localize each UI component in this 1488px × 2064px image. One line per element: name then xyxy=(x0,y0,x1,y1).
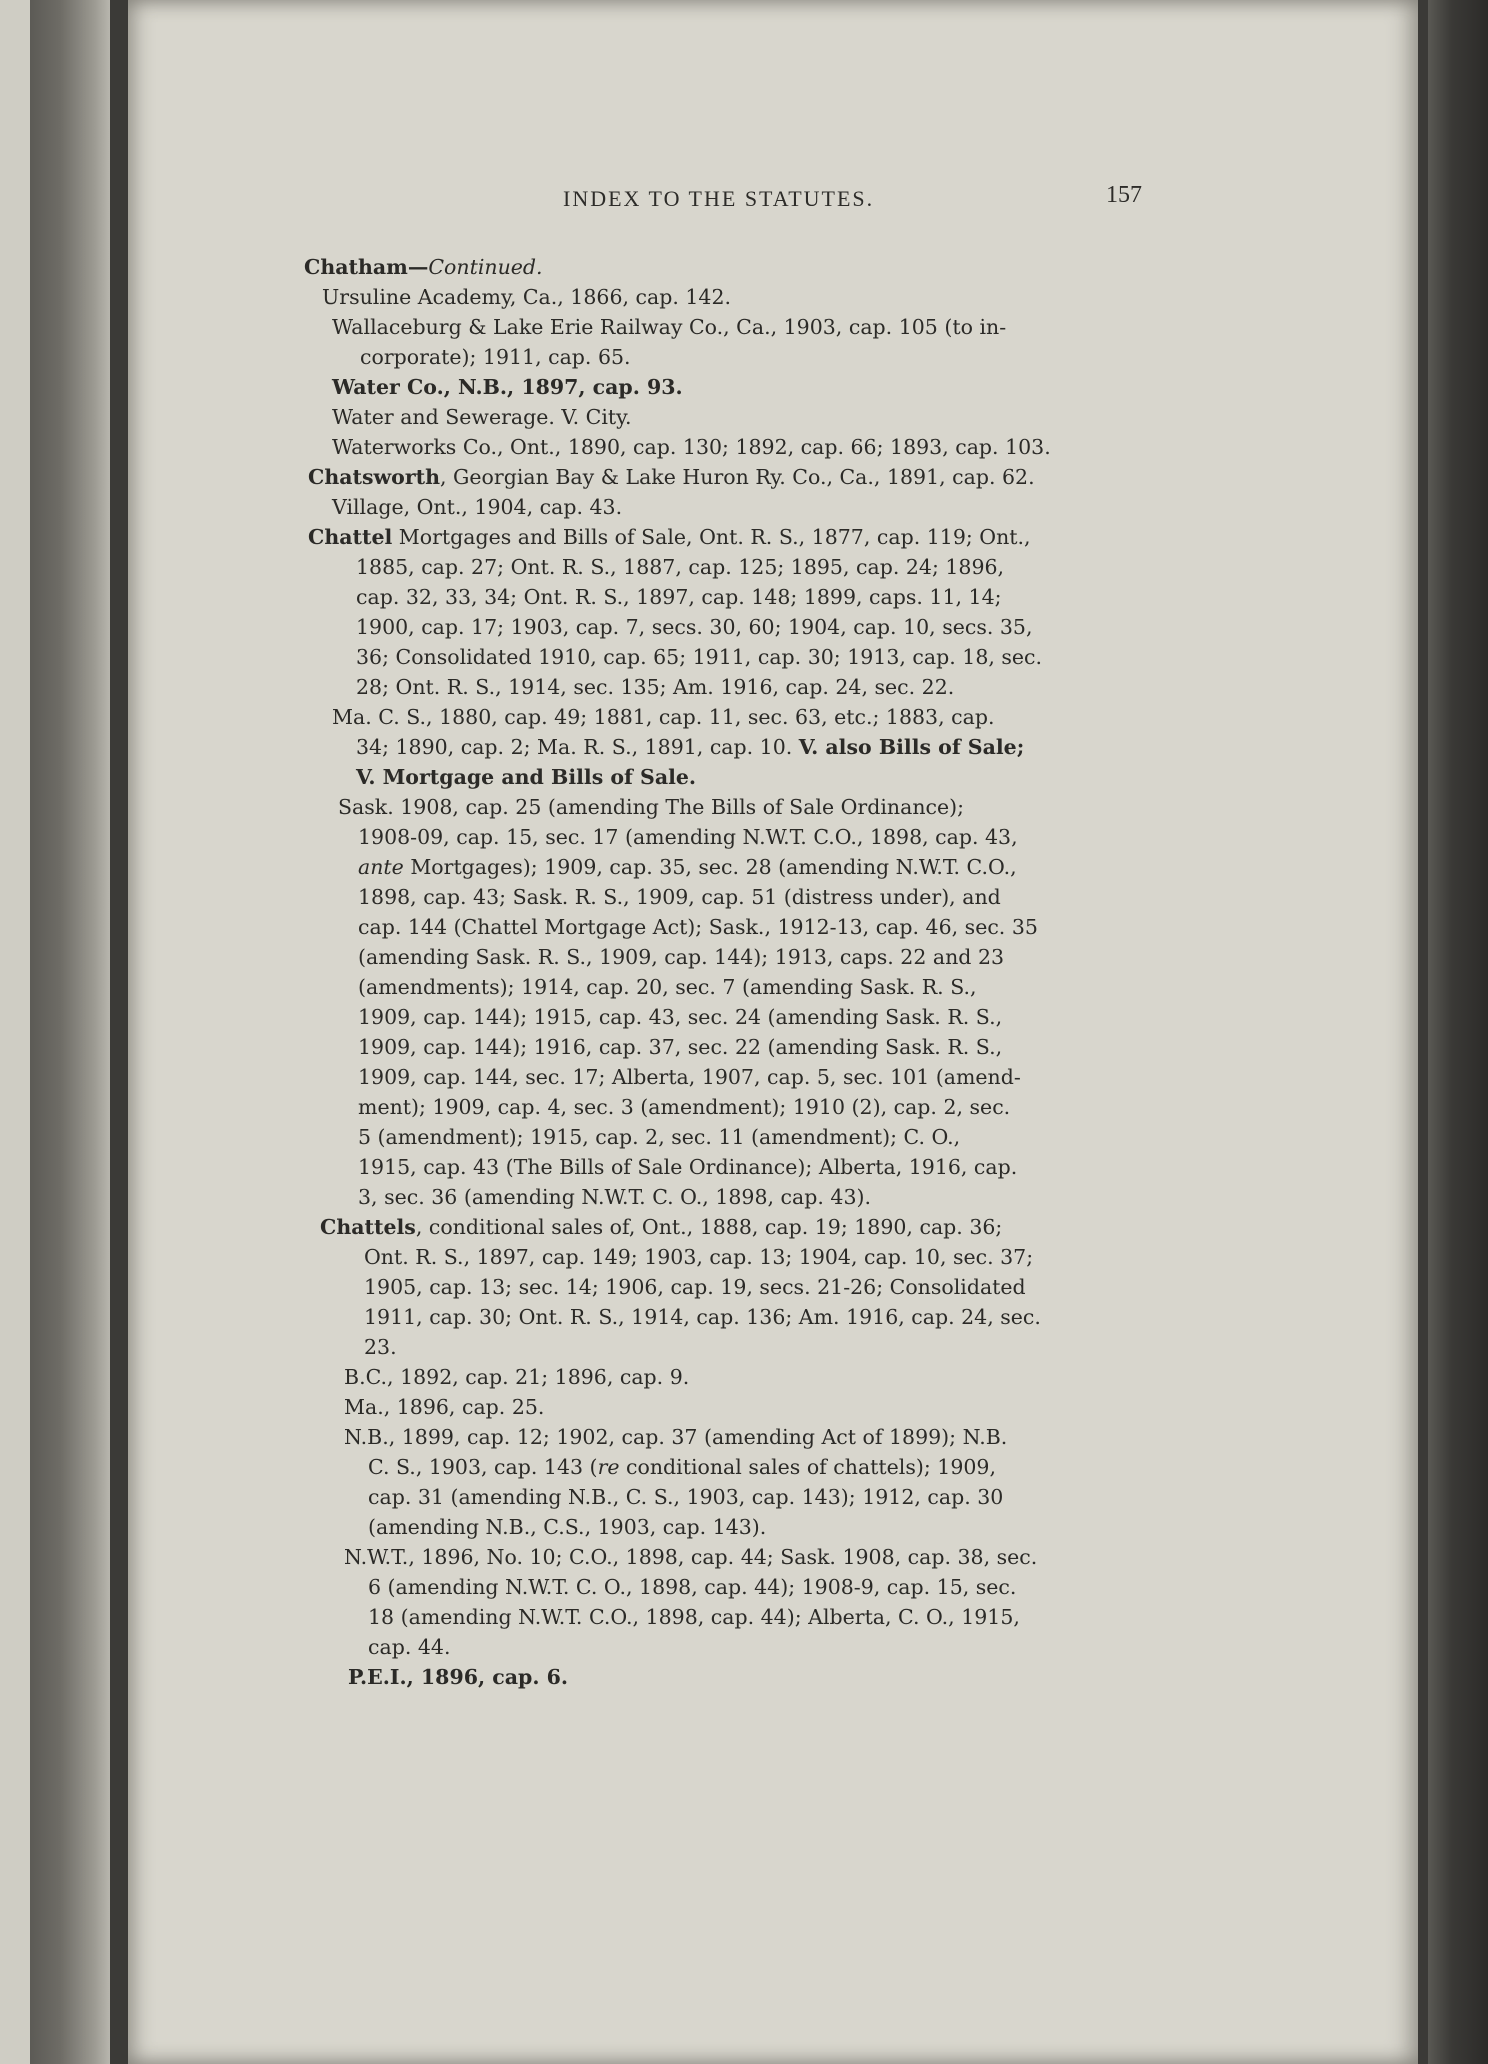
entry-text: (amending N.B., C.S., 1903, cap. 143). xyxy=(368,1515,767,1539)
index-line xyxy=(358,1004,1002,1030)
entry-text: 1905, cap. 13; sec. 14; 1906, cap. 19, secs. 21-26; Consolidated xyxy=(364,1275,1026,1299)
index-line xyxy=(368,1454,996,1480)
index-line xyxy=(344,1424,1007,1450)
index-line xyxy=(358,1124,960,1150)
entry-heading: Chattel xyxy=(308,525,393,549)
index-line xyxy=(356,734,1024,760)
entry-text: 1909, cap. 144); 1916, cap. 37, sec. 22 (amending Sask. R. S., xyxy=(358,1035,1003,1059)
index-line xyxy=(308,464,1035,490)
entry-text: , Georgian Bay & Lake Huron Ry. Co., Ca., 1891, cap. 62. xyxy=(440,465,1035,489)
entry-text: (amending Sask. R. S., 1909, cap. 144); 1913, caps. 22 and 23 xyxy=(358,945,1005,969)
entry-text: Mortgages and Bills of Sale, Ont. R. S., 1877, cap. 119; Ont., xyxy=(392,525,1031,549)
index-line xyxy=(358,1154,1017,1180)
entry-text: N.B., 1899, cap. 12; 1902, cap. 37 (amending Act of 1899); N.B. xyxy=(344,1425,1008,1449)
entry-text: Water and Sewerage. V. City. xyxy=(332,405,632,429)
index-line xyxy=(332,314,1006,340)
index-line xyxy=(356,674,954,700)
entry-text: corporate); 1911, cap. 65. xyxy=(360,345,631,369)
entry-text: ment); 1909, cap. 4, sec. 3 (amendment); 1910 (2), cap. 2, sec. xyxy=(358,1095,1011,1119)
entry-heading: Chattels xyxy=(320,1215,416,1239)
page-number: 157 xyxy=(1106,182,1142,208)
index-line xyxy=(368,1634,450,1660)
entry-text: cap. 32, 33, 34; Ont. R. S., 1897, cap. 148; 1899, caps. 11, 14; xyxy=(356,585,1002,609)
entry-text: 3, sec. 36 (amending N.W.T. C. O., 1898, cap. 43). xyxy=(358,1185,872,1209)
index-line xyxy=(364,1334,397,1360)
italic-term: re xyxy=(597,1455,620,1479)
entry-text: 1898, cap. 43; Sask. R. S., 1909, cap. 51 (distress under), and xyxy=(358,885,1001,909)
entry-text: conditional sales of chattels); 1909, xyxy=(619,1455,996,1479)
entry-text: Ont. R. S., 1897, cap. 149; 1903, cap. 13; 1904, cap. 10, sec. 37; xyxy=(364,1245,1034,1269)
index-line xyxy=(360,344,631,370)
index-line xyxy=(332,404,632,430)
italic-term: ante xyxy=(358,855,404,879)
index-line xyxy=(332,374,683,400)
index-line xyxy=(356,644,1042,670)
entry-text: 1909, cap. 144); 1915, cap. 43, sec. 24 (amending Sask. R. S., xyxy=(358,1005,1003,1029)
entry-text: (amendments); 1914, cap. 20, sec. 7 (amending Sask. R. S., xyxy=(358,975,977,999)
index-line xyxy=(332,434,1051,460)
entry-text: 23. xyxy=(364,1335,397,1359)
entry-text: Ursuline Academy, Ca., 1866, cap. 142. xyxy=(322,285,732,309)
entry-text: 1911, cap. 30; Ont. R. S., 1914, cap. 136; Am. 1916, cap. 24, sec. xyxy=(364,1305,1041,1329)
running-head: INDEX TO THE STATUTES. xyxy=(563,186,875,211)
entry-text: cap. 31 (amending N.B., C. S., 1903, cap. 143); 1912, cap. 30 xyxy=(368,1485,1004,1509)
entry-text: Sask. 1908, cap. 25 (amending The Bills of Sale Ordinance); xyxy=(338,795,965,819)
entry-text: Village, Ont., 1904, cap. 43. xyxy=(332,495,623,519)
entry-text: Mortgages); 1909, cap. 35, sec. 28 (amending N.W.T. C.O., xyxy=(403,855,1017,879)
entry-text: 1900, cap. 17; 1903, cap. 7, secs. 30, 60; 1904, cap. 10, secs. 35, xyxy=(356,615,1033,639)
continued-label: Continued. xyxy=(428,255,543,279)
index-line xyxy=(358,1184,871,1210)
entry-heading: Chatham— xyxy=(304,255,429,279)
entry-text: N.W.T., 1896, No. 10; C.O., 1898, cap. 44; Sask. 1908, cap. 38, sec. xyxy=(344,1545,1038,1569)
entry-text: , conditional sales of, Ont., 1888, cap. 19; 1890, cap. 36; xyxy=(415,1215,1003,1239)
index-line xyxy=(332,704,994,730)
index-line xyxy=(356,764,696,790)
index-line xyxy=(368,1484,1003,1510)
index-line xyxy=(322,284,731,310)
index-line xyxy=(358,854,1017,880)
entry-text: 18 (amending N.W.T. C.O., 1898, cap. 44); Alberta, C. O., 1915, xyxy=(368,1605,1020,1629)
entry-text: Waterworks Co., Ont., 1890, cap. 130; 1892, cap. 66; 1893, cap. 103. xyxy=(332,435,1051,459)
index-line xyxy=(332,494,622,520)
entry-text: 1908-09, cap. 15, sec. 17 (amending N.W.T. C.O., 1898, cap. 43, xyxy=(358,825,1018,849)
entry-text: Wallaceburg & Lake Erie Railway Co., Ca., 1903, cap. 105 (to in- xyxy=(332,315,1007,339)
entry-text: 1885, cap. 27; Ont. R. S., 1887, cap. 125; 1895, cap. 24; 1896, xyxy=(356,555,1005,579)
index-line xyxy=(358,1034,1002,1060)
entry-text: 1915, cap. 43 (The Bills of Sale Ordinance); Alberta, 1916, cap. xyxy=(358,1155,1018,1179)
entry-text: 36; Consolidated 1910, cap. 65; 1911, cap. 30; 1913, cap. 18, sec. xyxy=(356,645,1043,669)
index-line xyxy=(308,524,1031,550)
index-line xyxy=(356,554,1004,580)
index-line xyxy=(358,914,1038,940)
index-line xyxy=(358,824,1018,850)
entry-text: Ma., 1896, cap. 25. xyxy=(344,1395,545,1419)
entry-text: V. Mortgage and Bills of Sale. xyxy=(356,765,697,789)
entry-text: B.C., 1892, cap. 21; 1896, cap. 9. xyxy=(344,1365,690,1389)
cross-reference: V. also Bills of Sale; xyxy=(798,735,1025,759)
index-line xyxy=(364,1274,1026,1300)
index-line xyxy=(344,1394,544,1420)
entry-text: Ma. C. S., 1880, cap. 49; 1881, cap. 11, sec. 63, etc.; 1883, cap. xyxy=(332,705,995,729)
index-line xyxy=(364,1244,1033,1270)
entry-text: 34; 1890, cap. 2; Ma. R. S., 1891, cap. 10. xyxy=(356,735,799,759)
index-line xyxy=(358,884,1001,910)
entry-text: 1909, cap. 144, sec. 17; Alberta, 1907, cap. 5, sec. 101 (amend- xyxy=(358,1065,1021,1089)
index-line xyxy=(304,254,543,280)
entry-text: Water Co., N.B., 1897, cap. 93. xyxy=(332,375,683,399)
entry-text: 28; Ont. R. S., 1914, sec. 135; Am. 1916, cap. 24, sec. 22. xyxy=(356,675,955,699)
index-line xyxy=(348,1664,568,1690)
entry-text: cap. 44. xyxy=(368,1635,451,1659)
entry-text: 5 (amendment); 1915, cap. 2, sec. 11 (amendment); C. O., xyxy=(358,1125,961,1149)
index-line xyxy=(358,944,1004,970)
entry-text: P.E.I., 1896, cap. 6. xyxy=(348,1665,569,1689)
index-line xyxy=(356,584,1002,610)
index-line xyxy=(344,1544,1037,1570)
index-line xyxy=(368,1574,1016,1600)
index-line xyxy=(338,794,964,820)
index-line xyxy=(364,1304,1041,1330)
index-line xyxy=(358,1094,1010,1120)
book-edge xyxy=(1428,0,1488,2064)
index-line xyxy=(368,1514,766,1540)
index-line xyxy=(356,614,1033,640)
entry-heading: Chatsworth xyxy=(308,465,441,489)
entry-text: cap. 144 (Chattel Mortgage Act); Sask., 1912-13, cap. 46, sec. 35 xyxy=(358,915,1038,939)
left-page-edge xyxy=(0,0,30,2064)
index-line xyxy=(344,1364,689,1390)
index-line xyxy=(358,974,977,1000)
entry-text: 6 (amending N.W.T. C. O., 1898, cap. 44); 1908-9, cap. 15, sec. xyxy=(368,1575,1017,1599)
index-line xyxy=(320,1214,1002,1240)
index-line xyxy=(358,1064,1021,1090)
entry-text: C. S., 1903, cap. 143 ( xyxy=(368,1455,598,1479)
book-page xyxy=(128,0,1418,2064)
index-line xyxy=(368,1604,1020,1630)
